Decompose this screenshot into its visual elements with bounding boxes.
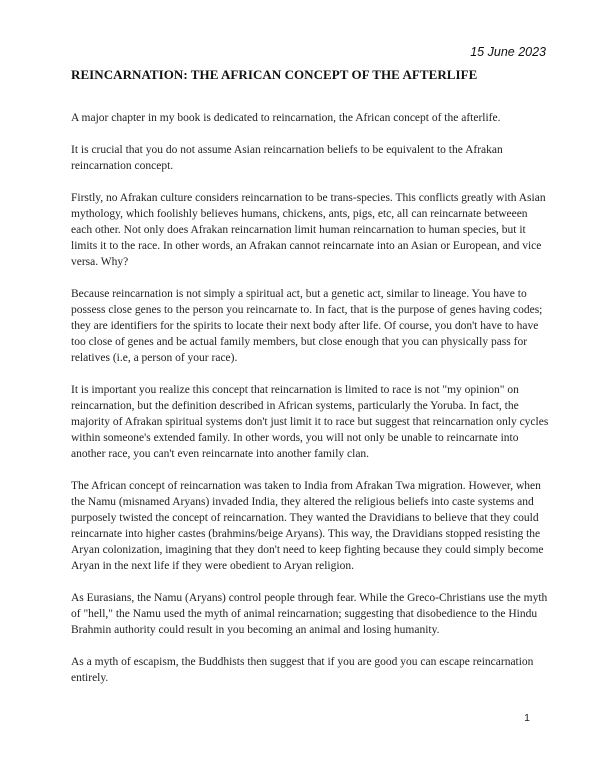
paragraph-7: As Eurasians, the Namu (Aryans) control people through fear. While the Greco-Christians use the myth of "hell," the Namu used the myth of animal reincarnation; suggesting that disobedience to the Hindu Brahmin authority could result in you becoming an animal and losing humanity.	[71, 592, 548, 636]
document-body	[71, 110, 549, 702]
page-number: 1	[524, 712, 530, 724]
paragraph-4: Because reincarnation is not simply a spiritual act, but a genetic act, similar to lineage. You have to possess close genes to the person you reincarnate to. In fact, that is the purpose of genes having codes; they are identifiers for the spirits to locate their next body after life. Of course, you don't have to have too close of genes and be actual family members, but close enough that you can physically pass for relatives (i.e, a person of your race).	[71, 288, 543, 364]
paragraph-8: As a myth of escapism, the Buddhists then suggest that if you are good you can escape reincarnation entirely.	[71, 656, 534, 684]
paragraph-6: The African concept of reincarnation was taken to India from Afrakan Twa migration. However, when the Namu (misnamed Aryans) invaded India, they altered the religious beliefs into caste systems and purposely twisted the concept of reincarnation. They wanted the Dravidians to believe that they could reincarnate into higher castes (brahmins/beige Aryans). This way, the Dravidians stopped resisting the Aryan colonization, imagining that they don't need to keep fighting because they could simply become Aryan in the next life if they were obedient to Aryan religion.	[71, 480, 544, 572]
paragraph-3: Firstly, no Afrakan culture considers reincarnation to be trans-species. This conflicts greatly with Asian mythology, which foolishly believes humans, chickens, ants, pigs, etc, all can reincarnate betweeen each other. Not only does Afrakan reincarnation limit human reincarnation to human species, but it limits it to the race. In other words, an Afrakan cannot reincarnate into an Asian or European, and vice versa. Why?	[71, 192, 546, 268]
paragraph-5: It is important you realize this concept that reincarnation is limited to race is not "my opinion" on reincarnation, but the definition described in African systems, particularly the Yoruba. In fact, the majority of Afrakan spiritual systems don't just limit it to race but suggest that reincarnation only cycles within someone's extended family. In other words, you will not only be unable to reincarnate into another race, you can't even reincarnate into another family clan.	[71, 384, 549, 460]
paragraph-1: A major chapter in my book is dedicated to reincarnation, the African concept of the afterlife.	[71, 112, 501, 124]
paragraph-2: It is crucial that you do not assume Asian reincarnation beliefs to be equivalent to the Afrakan reincarnation concept.	[71, 144, 503, 172]
document-date: 15 June 2023	[470, 45, 546, 59]
document-title: REINCARNATION: THE AFRICAN CONCEPT OF THE AFTERLIFE	[71, 67, 478, 82]
